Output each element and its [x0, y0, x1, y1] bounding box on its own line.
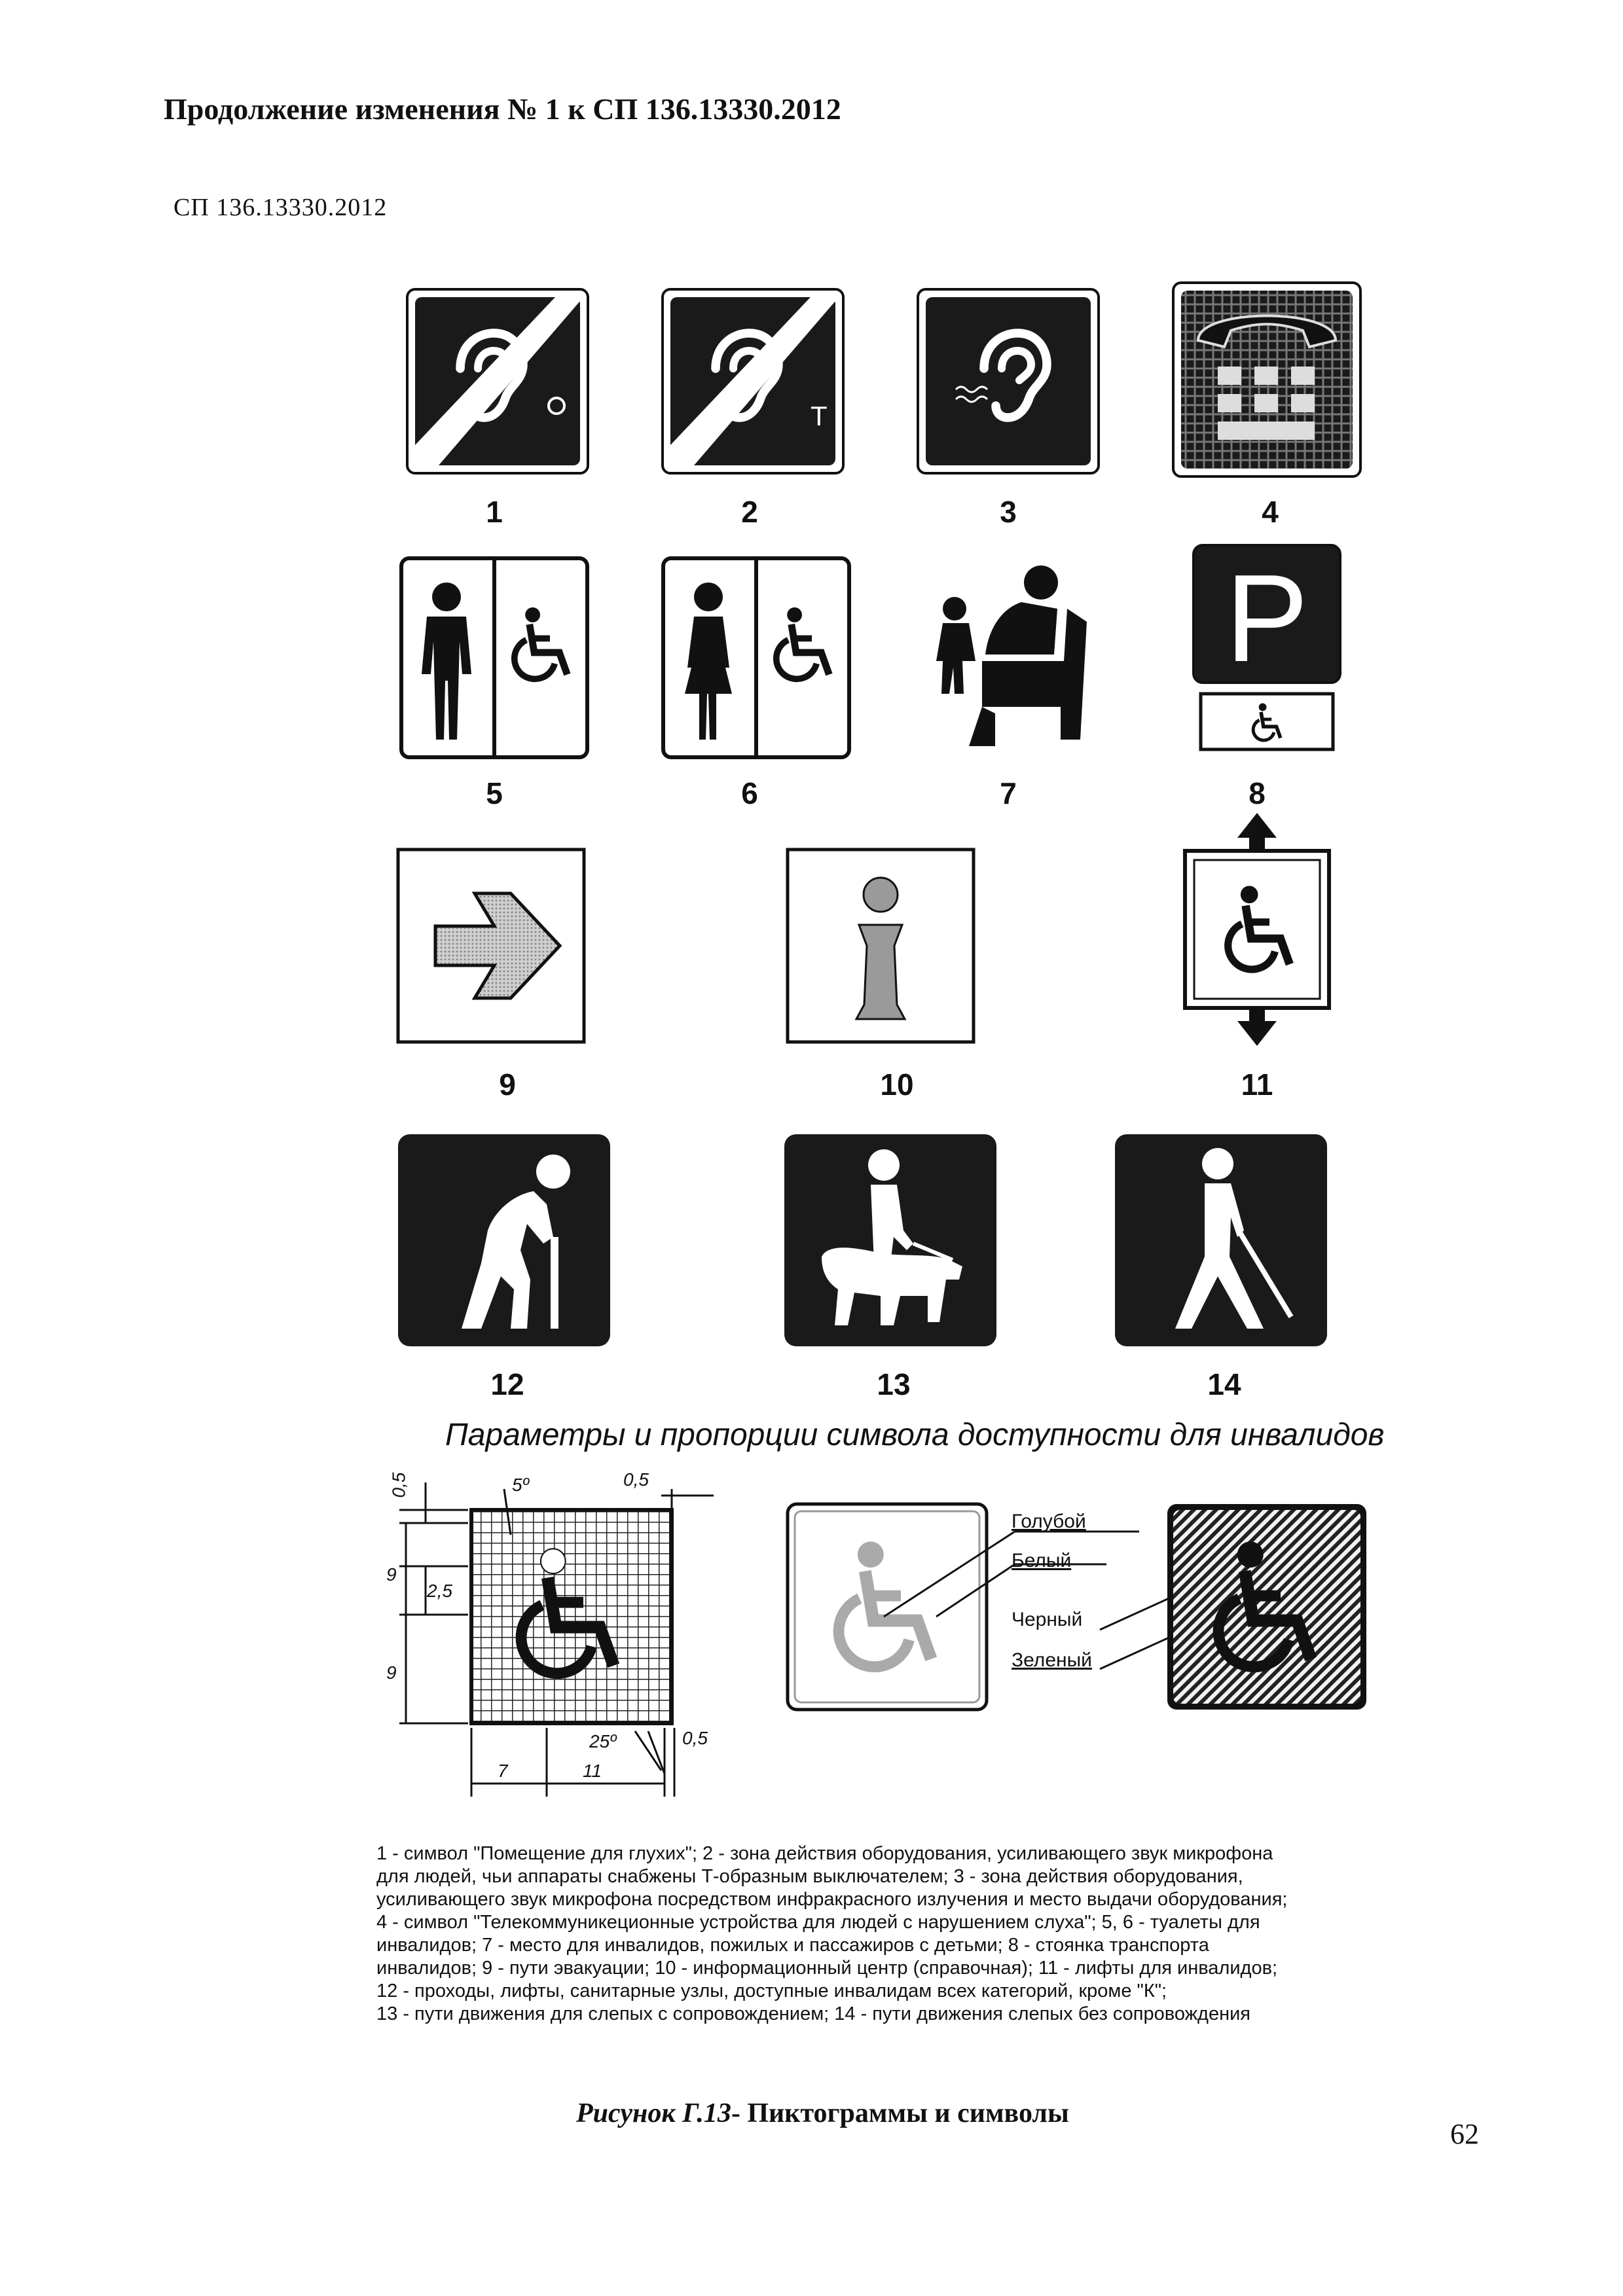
caption-rest: - Пиктограммы и символы — [731, 2098, 1069, 2128]
sign-number: 3 — [1000, 495, 1017, 529]
sign-blind-cane — [1113, 1132, 1329, 1348]
legend-line: усиливающего звук микрофона посредством инфракрасного излучения и место выдачи оборудования; — [376, 1889, 1288, 1910]
legend-line: 13 - пути движения для слепых с сопровождением; 14 - пути движения слепых без сопровождения — [376, 2003, 1251, 2024]
sign-number: 5 — [486, 776, 503, 810]
dim-label: 9 — [386, 1662, 397, 1683]
dim-label: 0,5 — [682, 1728, 708, 1748]
sign-number: 13 — [877, 1367, 911, 1401]
sign-toilet-women — [661, 556, 851, 759]
sign-evacuation-arrow — [396, 848, 586, 1044]
dim-label: 5º — [512, 1475, 529, 1495]
parking-letter: P — [1225, 549, 1309, 688]
legend-line: для людей, чьи аппараты снабжены Т-образным выключателем; 3 - зона действия оборудования, — [376, 1866, 1243, 1887]
legend-line: 4 - символ "Телекоммуникеционные устройства для людей с нарушением слуха"; 5, 6 - туалеты для — [376, 1912, 1260, 1933]
sign-number: 8 — [1249, 776, 1266, 810]
sign-number: 4 — [1262, 495, 1279, 529]
dim-label: 9 — [386, 1564, 397, 1585]
params-title: Параметры и пропорции символа доступности для инвалидов — [445, 1418, 1385, 1452]
sign-toilet-men — [399, 556, 589, 759]
sign-number: 11 — [1241, 1067, 1273, 1102]
sign-elevator-disabled — [1178, 812, 1336, 1047]
legend-text — [376, 1842, 1483, 2026]
sign-t-loop — [661, 288, 845, 475]
legend-line: инвалидов; 9 - пути эвакуации; 10 - информационный центр (справочная); 11 - лифты для инвалидов; — [376, 1958, 1278, 1979]
sign-blind-guide-dog — [782, 1132, 998, 1348]
sign-parking-disabled — [1192, 543, 1342, 753]
sign-deaf-room — [406, 288, 589, 475]
legend-line: инвалидов; 7 - место для инвалидов, пожилых и пассажиров с детьми; 8 - стоянка транспорта — [376, 1935, 1209, 1956]
sign-number: 1 — [486, 495, 503, 529]
page-number: 62 — [1450, 2118, 1479, 2150]
sign-number: 6 — [741, 776, 758, 810]
color-label: Голубой — [1012, 1511, 1086, 1532]
dim-label: 25º — [589, 1731, 617, 1751]
caption-italic: Рисунок Г.13 — [576, 2098, 731, 2128]
sign-telecom — [1172, 281, 1362, 478]
dim-label: 11 — [583, 1761, 602, 1781]
t-letter: T — [811, 401, 828, 431]
sign-number: 10 — [880, 1067, 914, 1102]
color-label: Черный — [1012, 1609, 1083, 1630]
sign-information — [786, 848, 976, 1044]
dim-label: 7 — [498, 1761, 508, 1781]
legend-line: 12 - проходы, лифты, санитарные узлы, доступные инвалидам всех категорий, кроме "К"; — [376, 1981, 1167, 2001]
sign-priority-seat — [923, 563, 1093, 753]
sign-number: 12 — [490, 1367, 524, 1401]
sign-elderly-cane — [396, 1132, 612, 1348]
dim-label: 0,5 — [388, 1472, 409, 1498]
color-symbol-dark — [1165, 1502, 1368, 1712]
dim-label: 2,5 — [427, 1581, 452, 1601]
figure-caption — [576, 2098, 1069, 2129]
sign-number: 2 — [741, 495, 758, 529]
sign-infrared — [917, 288, 1100, 475]
legend-line: 1 - символ "Помещение для глухих"; 2 - зона действия оборудования, усиливающего звук микрофона — [376, 1843, 1273, 1864]
color-label: Белый — [1012, 1550, 1072, 1571]
header-title: Продолжение изменения № 1 к СП 136.13330.2012 — [164, 92, 841, 126]
sign-number: 14 — [1207, 1367, 1241, 1401]
color-label: Зеленый — [1012, 1649, 1092, 1671]
sign-number: 7 — [1000, 776, 1017, 810]
header-subtitle: СП 136.13330.2012 — [173, 194, 388, 221]
dimension-diagram — [386, 1469, 727, 1810]
dim-label: 0,5 — [623, 1469, 649, 1490]
sign-number: 9 — [499, 1067, 516, 1102]
